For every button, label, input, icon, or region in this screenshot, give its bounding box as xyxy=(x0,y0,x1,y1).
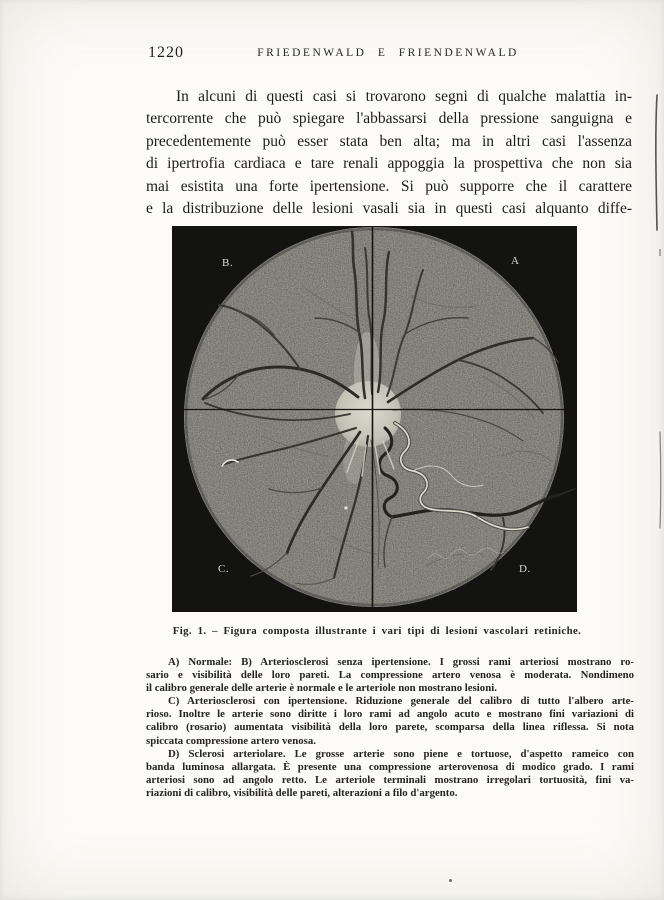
text-line: riazioni di calibro, visibilità delle pareti, alterazioni a filo d'argento. xyxy=(146,786,458,799)
text-line: calibro (rosario) aumentata visibilità della loro parete, scomparsa della linea riflessa. Si nota xyxy=(146,721,634,734)
scan-crease-line xyxy=(656,95,657,230)
text-line: A) Normale: B) Arteriosclerosi senza ipertensione. I grossi rami arteriosi mostrano ro- xyxy=(168,656,634,668)
text-line: e la distribuzione delle lesioni vasali sia in questi casi alquanto diffe- xyxy=(146,200,632,218)
text-line: arteriosi sono ad angolo retto. Le arteriole terminali mostrano irregolari tortuosità, fini va- xyxy=(146,773,634,786)
text-line: mai esistita una forte ipertensione. Si può supporre che il carattere xyxy=(146,177,632,195)
text-line: tercorrente che può spiegare l'abbassarsi della pressione sanguigna e xyxy=(146,110,632,128)
intro-paragraph xyxy=(146,86,632,220)
figure-caption: Fig. 1. – Figura composta illustrante i vari tipi di lesioni vascolari retiniche. xyxy=(172,625,582,637)
legend-paragraph-a xyxy=(146,656,634,695)
text-line: sario e visibilità delle loro pareti. La compressione artero venosa è moderata. Nondimeno xyxy=(146,669,634,682)
scan-crease-line-lower xyxy=(660,432,661,528)
figure-legend xyxy=(146,656,634,800)
quadrant-label-d: D. xyxy=(519,563,531,575)
text-line: C) Arteriosclerosi con ipertensione. Riduzione generale del calibro di tutto l'albero arte- xyxy=(168,695,634,708)
quadrant-label-b: B. xyxy=(222,257,234,269)
ink-speck xyxy=(449,879,452,882)
retina-figure xyxy=(172,226,577,612)
text-line: banda luminosa allargata. È presente una compressione arterovenosa di modico grado. I rami xyxy=(146,760,634,773)
text-line: In alcuni di questi casi si trovarono segni di qualche malattia in- xyxy=(176,88,632,105)
text-line: D) Sclerosi arteriolare. Le grosse arterie sono piene e tortuose, d'aspetto rameico con xyxy=(168,747,634,760)
text-line: di ipertrofia cardiaca e tare renali appoggia la prospettiva che non sia xyxy=(146,155,632,173)
page-number: 1220 xyxy=(148,44,184,61)
running-head: FRIEDENWALD E FRIENDENWALD xyxy=(257,47,519,59)
text-line: spiccata compressione artero venosa. xyxy=(146,734,316,747)
legend-paragraph-d xyxy=(146,748,634,800)
legend-paragraph-c xyxy=(146,695,634,747)
text-line: rioso. Inoltre le arterie sono diritte i loro rami ad angolo acuto e mostrano fini variazioni di xyxy=(146,708,634,721)
text-line: il calibro generale delle arterie è normale e le arteriole non mostrano lesioni. xyxy=(146,682,497,695)
quadrant-label-a: A xyxy=(511,255,520,267)
fundus-illustration xyxy=(172,226,577,612)
quadrant-label-c: C. xyxy=(218,563,230,575)
text-line: precedentemente può esser stata ben alta; ma in altri casi l'assenza xyxy=(146,132,632,150)
